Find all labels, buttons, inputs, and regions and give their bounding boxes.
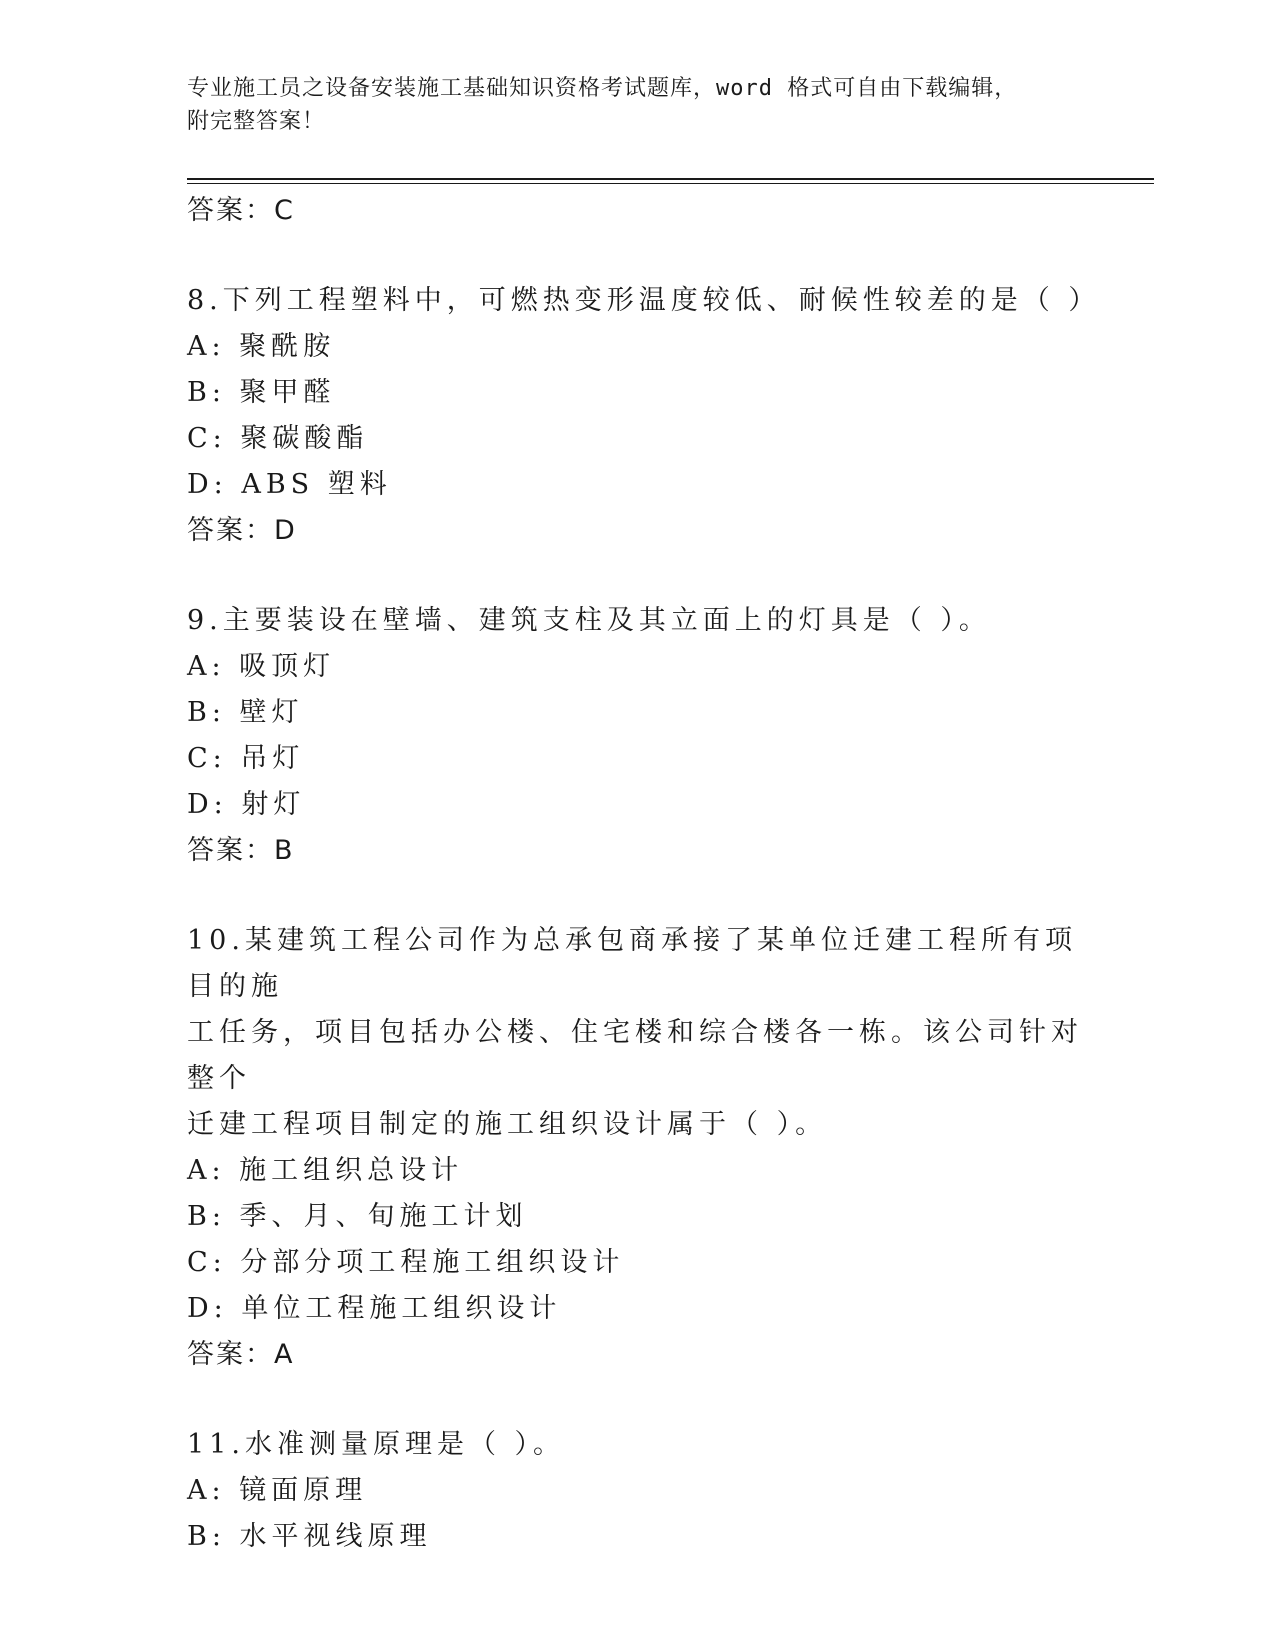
spacer: [187, 874, 1087, 918]
question-8-option-d: D: ABS 塑料: [187, 469, 392, 500]
question-9-option-b: B: 壁灯: [187, 697, 304, 728]
previous-answer: 答案：C: [187, 195, 295, 226]
question-10-option-a: A: 施工组织总设计: [187, 1155, 464, 1186]
question-9-option-c: C: 吊灯: [187, 743, 305, 774]
question-10-option-b: B: 季、月、旬施工计划: [187, 1201, 528, 1232]
document-header: [187, 72, 1087, 138]
header-line-2: 附完整答案！: [187, 109, 326, 134]
question-10-option-c: C: 分部分项工程施工组织设计: [187, 1247, 625, 1278]
question-9: [187, 598, 1087, 874]
question-9-option-d: D: 射灯: [187, 789, 306, 820]
question-10-answer: 答案：A: [187, 1339, 295, 1370]
question-10-text-line-1: 10.某建筑工程公司作为总承包商承接了某单位迁建工程所有项目的施: [187, 925, 1077, 1002]
question-9-text: 9.主要装设在壁墙、建筑支柱及其立面上的灯具是（ ）。: [187, 605, 991, 636]
question-11-option-b: B: 水平视线原理: [187, 1521, 432, 1552]
header-line-1: 专业施工员之设备安装施工基础知识资格考试题库，word 格式可自由下载编辑，: [187, 76, 1018, 101]
question-8-text: 8.下列工程塑料中，可燃热变形温度较低、耐候性较差的是（ ）: [187, 285, 1101, 316]
question-10: [187, 918, 1087, 1378]
question-9-answer: 答案：B: [187, 835, 295, 866]
question-10-text-line-2: 工任务，项目包括办公楼、住宅楼和综合楼各一栋。该公司针对整个: [187, 1017, 1083, 1094]
header-rule-thin: [187, 183, 1154, 184]
question-11-text: 11.水准测量原理是（ ）。: [187, 1429, 566, 1460]
question-8-option-b: B: 聚甲醛: [187, 377, 336, 408]
question-10-text-line-3: 迁建工程项目制定的施工组织设计属于（ ）。: [187, 1109, 828, 1140]
question-10-option-d: D: 单位工程施工组织设计: [187, 1293, 562, 1324]
question-9-option-a: A: 吸顶灯: [187, 651, 336, 682]
question-8: [187, 278, 1101, 554]
question-11: [187, 1422, 1087, 1560]
spacer: [187, 234, 1087, 278]
question-8-option-a: A: 聚酰胺: [187, 331, 336, 362]
header-rule-thick: [187, 178, 1154, 180]
question-8-answer: 答案：D: [187, 515, 297, 546]
spacer: [187, 554, 1087, 598]
question-8-option-c: C: 聚碳酸酯: [187, 423, 369, 454]
question-list: [187, 188, 1101, 1560]
spacer: [187, 1378, 1087, 1422]
question-11-option-a: A: 镜面原理: [187, 1475, 368, 1506]
